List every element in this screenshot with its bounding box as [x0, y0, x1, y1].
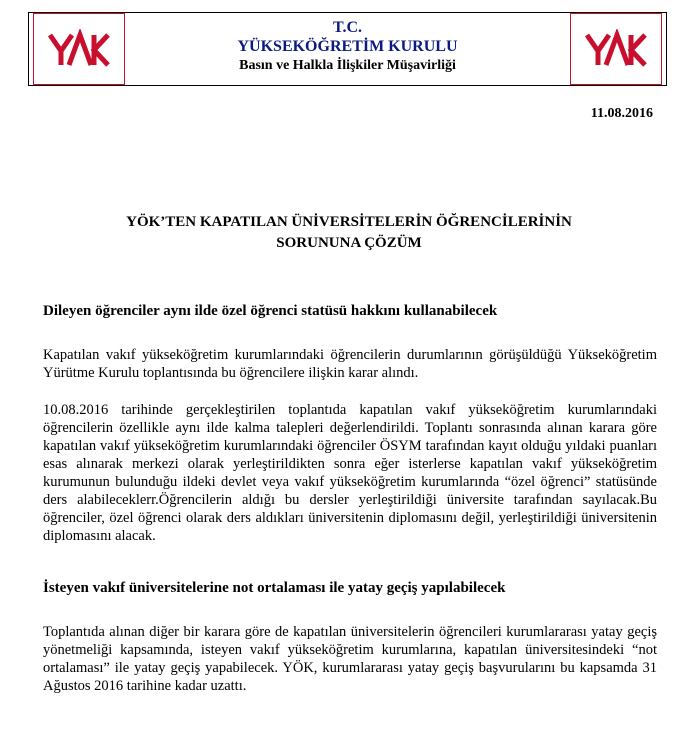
section2-heading: İsteyen vakıf üniversitelerine not ortalaması ile yatay geçiş yapılabilecek — [43, 580, 506, 596]
title-line-1: YÖK’TEN KAPATILAN ÜNİVERSİTELERİN ÖĞRENCİLERİNİN — [126, 214, 572, 230]
yok-logo-icon — [47, 29, 111, 69]
yok-logo-right — [570, 13, 662, 85]
header-tc: T.C. — [332, 19, 363, 36]
section2-paragraph-1: Toplantıda alınan diğer bir karara göre de kapatılan üniversitelerin öğrencileri kurumlararası yatay geçiş yönetmeliği kapsamında, isteyen vakıf yükseköğretim kurumlarına, kapatılan üniversitesindeki “not ortalaması” ile yatay geçiş yapabilecek. YÖK, kurumlararası yatay geçiş başvurularını bu kapsamda 31 Ağustos 2016 tarihine kadar uzattı. — [43, 624, 657, 694]
section1-heading: Dileyen öğrenciler aynı ilde özel öğrenci statüsü hakkını kullanabilecek — [43, 303, 498, 319]
title-line-2: SORUNUNA ÇÖZÜM — [276, 235, 422, 251]
letterhead — [28, 12, 667, 86]
yok-logo-icon — [584, 29, 648, 69]
document-date: 11.08.2016 — [590, 106, 653, 121]
header-department: Basın ve Halkla İlişkiler Müşavirliği — [239, 58, 456, 73]
header-institution: YÜKSEKÖĞRETİM KURULU — [237, 38, 458, 55]
yok-logo-left — [33, 13, 125, 85]
letterhead-text — [129, 18, 566, 76]
section1-paragraph-1: Kapatılan vakıf yükseköğretim kurumlarındaki öğrencilerin durumlarının görüşüldüğü Yükseköğretim Yürütme Kurulu toplantısında bu öğrencilere ilişkin karar alındı. — [43, 347, 657, 381]
document-title — [40, 212, 658, 254]
section1-paragraph-2: 10.08.2016 tarihinde gerçekleştirilen toplantıda kapatılan vakıf yükseköğretim kurumlarındaki öğrencilerin özellikle aynı ilde kalma talepleri değerlendirildi. Toplantı sonrasında alınan karara göre kapatılan vakıf yükseköğretim kurumlarındaki öğrenciler ÖSYM tarafından kayıt olduğu yıldaki puanları esas alınarak merkezi olarak yerleştirildikten sonra eğer isterlerse kapatılan vakıf yükseköğretim kurumunun bulunduğu ildeki devlet veya vakıf yükseköğretim kurumlarında “özel öğrenci” statüsünde ders alabileceklerr.Öğrencilerin aldığı bu dersler yerleştirildiği üniversite tarafından sayılacak.Bu öğrenciler, özel öğrenci olarak ders aldıkları üniversitenin diplomasını değil, yerleştirildiği üniversitenin diplomasını alacak. — [43, 402, 657, 544]
